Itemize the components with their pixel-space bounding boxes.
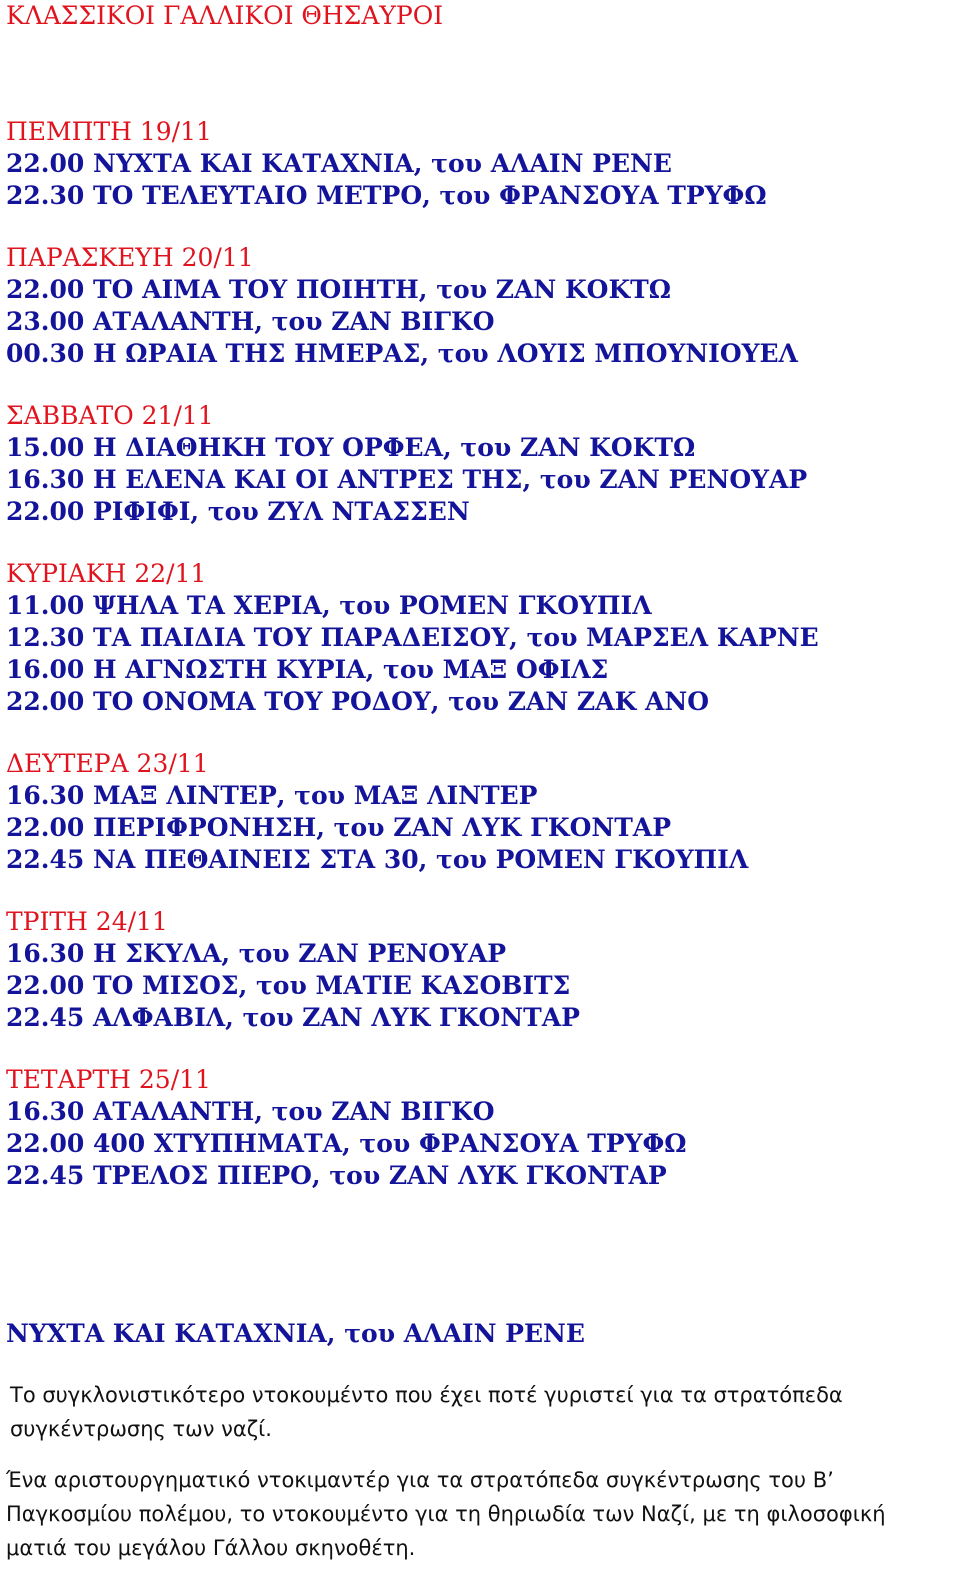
page-title: ΚΛΑΣΣΙΚΟΙ ΓΑΛΛΙΚΟΙ ΘΗΣΑΥΡΟΙ <box>6 1 444 30</box>
screening-item: 16.30 ΑΤΑΛΑΝΤΗ, του ΖΑΝ ΒΙΓΚΟ <box>6 1097 495 1126</box>
featured-film-description-1: Το συγκλονιστικότερο ντοκουμέντο που έχει ποτέ γυριστεί για τα στρατόπεδα συγκέντρωσης των ναζί. <box>10 1383 843 1441</box>
screening-item: 00.30 Η ΩΡΑΙΑ ΤΗΣ ΗΜΕΡΑΣ, του ΛΟΥΙΣ ΜΠΟΥΝΙΟΥΕΛ <box>6 339 798 368</box>
day-block-monday <box>6 748 819 876</box>
screening-item: 22.30 ΤΟ ΤΕΛΕΥΤΑΙΟ ΜΕΤΡΟ, του ΦΡΑΝΣΟΥΑ ΤΡΥΦΩ <box>6 181 767 210</box>
day-heading: ΚΥΡΙΑΚΗ 22/11 <box>6 559 207 588</box>
day-heading: ΤΕΤΑΡΤΗ 25/11 <box>6 1065 211 1094</box>
screening-item: 22.00 ΡΙΦΙΦΙ, του ΖΥΛ ΝΤΑΣΣΕΝ <box>6 497 470 526</box>
screening-item: 16.30 Η ΕΛΕΝΑ ΚΑΙ ΟΙ ΑΝΤΡΕΣ ΤΗΣ, του ΖΑΝ ΡΕΝΟΥΑΡ <box>6 465 808 494</box>
featured-film <box>6 1318 951 1565</box>
day-block-tuesday <box>6 906 819 1034</box>
screening-item: 22.00 ΤΟ ΜΙΣΟΣ, του ΜΑΤΙΕ ΚΑΣΟΒΙΤΣ <box>6 971 571 1000</box>
screening-item: 11.00 ΨΗΛΑ ΤΑ ΧΕΡΙΑ, του ΡΟΜΕΝ ΓΚΟΥΠΙΛ <box>6 591 652 620</box>
day-heading: ΔΕΥΤΕΡΑ 23/11 <box>6 749 209 778</box>
screening-item: 16.30 Η ΣΚΥΛΑ, του ΖΑΝ ΡΕΝΟΥΑΡ <box>6 939 507 968</box>
screening-item: 22.00 ΝΥΧΤΑ ΚΑΙ ΚΑΤΑΧΝΙΑ, του ΑΛΑΙΝ ΡΕΝΕ <box>6 149 672 178</box>
day-heading: ΣΑΒΒΑΤΟ 21/11 <box>6 401 214 430</box>
screening-item: 22.00 400 ΧΤΥΠΗΜΑΤΑ, του ΦΡΑΝΣΟΥΑ ΤΡΥΦΩ <box>6 1129 687 1158</box>
day-block-sunday <box>6 558 819 718</box>
screening-item: 15.00 Η ΔΙΑΘΗΚΗ ΤΟΥ ΟΡΦΕΑ, του ΖΑΝ ΚΟΚΤΩ <box>6 433 696 462</box>
featured-film-title: ΝΥΧΤΑ ΚΑΙ ΚΑΤΑΧΝΙΑ, του ΑΛΑΙΝ ΡΕΝΕ <box>6 1319 585 1348</box>
screening-item: 12.30 ΤΑ ΠΑΙΔΙΑ ΤΟΥ ΠΑΡΑΔΕΙΣΟΥ, του ΜΑΡΣΕΛ ΚΑΡΝΕ <box>6 623 819 652</box>
screening-item: 22.45 ΝΑ ΠΕΘΑΙΝΕΙΣ ΣΤΑ 30, του ΡΟΜΕΝ ΓΚΟΥΠΙΛ <box>6 845 749 874</box>
screening-schedule <box>6 116 819 1222</box>
day-heading: ΠΕΜΠΤΗ 19/11 <box>6 117 212 146</box>
screening-item: 22.45 ΤΡΕΛΟΣ ΠΙΕΡΟ, του ΖΑΝ ΛΥΚ ΓΚΟΝΤΑΡ <box>6 1161 667 1190</box>
screening-item: 16.00 Η ΑΓΝΩΣΤΗ ΚΥΡΙΑ, του ΜΑΞ ΟΦΙΛΣ <box>6 655 609 684</box>
screening-item: 22.00 ΠΕΡΙΦΡΟΝΗΣΗ, του ΖΑΝ ΛΥΚ ΓΚΟΝΤΑΡ <box>6 813 672 842</box>
screening-item: 16.30 ΜΑΞ ΛΙΝΤΕΡ, του ΜΑΞ ΛΙΝΤΕΡ <box>6 781 538 810</box>
day-block-friday <box>6 242 819 370</box>
featured-film-description-2: Ένα αριστουργηματικό ντοκιμαντέρ για τα στρατόπεδα συγκέντρωσης του Β’ Παγκοσμίου πολέμου, το ντοκουμέντο για τη θηριωδία των Ναζί, με τη φιλοσοφική ματιά του μεγάλου Γάλλου σκηνοθέτη. <box>6 1468 886 1560</box>
screening-item: 22.00 ΤΟ ΟΝΟΜΑ ΤΟΥ ΡΟΔΟΥ, του ΖΑΝ ΖΑΚ ΑΝΟ <box>6 687 710 716</box>
day-block-thursday <box>6 116 819 212</box>
day-block-wednesday <box>6 1064 819 1192</box>
screening-item: 23.00 ΑΤΑΛΑΝΤΗ, του ΖΑΝ ΒΙΓΚΟ <box>6 307 495 336</box>
screening-item: 22.45 ΑΛΦΑΒΙΛ, του ΖΑΝ ΛΥΚ ΓΚΟΝΤΑΡ <box>6 1003 580 1032</box>
screening-item: 22.00 ΤΟ ΑΙΜΑ ΤΟΥ ΠΟΙΗΤΗ, του ΖΑΝ ΚΟΚΤΩ <box>6 275 672 304</box>
day-heading: ΠΑΡΑΣΚΕΥΗ 20/11 <box>6 243 254 272</box>
day-heading: ΤΡΙΤΗ 24/11 <box>6 907 168 936</box>
day-block-saturday <box>6 400 819 528</box>
